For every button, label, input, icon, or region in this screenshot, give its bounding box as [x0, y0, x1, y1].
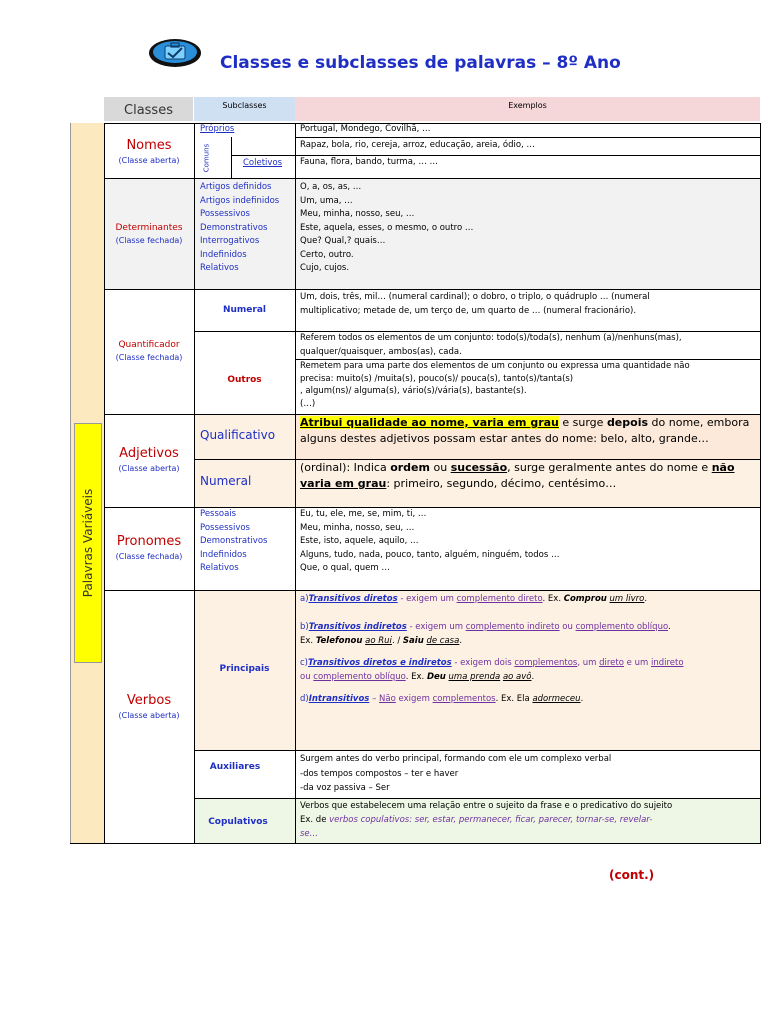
continued-label: (cont.): [609, 868, 655, 882]
example-text: Ex. de: [300, 815, 330, 825]
example-term: Saiu: [402, 635, 424, 646]
example-text: . Ex.: [542, 594, 564, 604]
auxiliares-examples: [300, 752, 611, 796]
example-text: . /: [391, 635, 403, 646]
example-text: .: [644, 594, 648, 604]
example-d: [300, 693, 758, 707]
example-line: Que, o qual, quem …: [300, 563, 390, 573]
example-text: Ex.: [300, 635, 316, 646]
example-line: Alguns, tudo, nada, pouco, tanto, alguém, ninguém, todos …: [300, 549, 560, 560]
example-term: Atribui qualidade ao nome, varia em grau: [300, 416, 559, 429]
class-name: Pronomes: [116, 534, 182, 549]
outros-examples-2: [300, 360, 690, 410]
example-term: complemento oblíquo: [575, 622, 669, 632]
example-text: .: [459, 635, 463, 646]
example-text: –: [369, 694, 380, 704]
determinantes-examples: [300, 181, 473, 276]
header-subclasses: Subclasses: [194, 97, 295, 121]
principais-examples: [300, 593, 758, 707]
example-line: Este, isto, aquele, aquilo, …: [300, 536, 419, 546]
sub-item: Indefinidos: [200, 549, 247, 560]
example-term: depois: [606, 416, 649, 429]
class-note: (Classe aberta): [118, 711, 180, 720]
example-text: - exigem um: [406, 622, 466, 632]
example-text: e um: [623, 658, 651, 668]
example-term: c): [300, 658, 308, 668]
ex-comuns: Rapaz, bola, rio, cereja, arroz, educação, areia, ódio, …: [300, 140, 535, 150]
header-examples: Exemplos: [295, 97, 760, 121]
class-determinantes: [104, 223, 194, 245]
example-term: Transitivos indiretos: [308, 622, 407, 632]
class-name: Determinantes: [115, 223, 183, 233]
example-term: complemento oblíquo: [313, 671, 406, 682]
example-line: Remetem para uma parte dos elementos de um conjunto ou expressa uma quantidade não: [300, 361, 690, 371]
example-term: complemento indireto: [465, 622, 560, 632]
class-name: Adjetivos: [119, 446, 179, 461]
example-text: .: [531, 671, 535, 682]
class-name: Quantificador: [118, 340, 180, 350]
example-text: . Ex.: [405, 671, 427, 682]
example-line: Certo, outro.: [300, 249, 354, 260]
example-term: Transitivos diretos e indiretos: [308, 658, 452, 668]
sub-auxiliares: Auxiliares: [209, 762, 261, 772]
example-line: -da voz passiva – Ser: [300, 783, 390, 793]
pronomes-subclasses: [200, 508, 267, 576]
example-line: Eu, tu, ele, me, se, mim, ti, …: [300, 509, 427, 519]
example-text: .: [580, 694, 584, 704]
example-term: Deu: [426, 671, 446, 682]
class-name: Nomes: [126, 138, 172, 153]
qualificativo-example: [300, 415, 758, 447]
example-text: : primeiro, segundo, décimo, centésimo…: [386, 477, 617, 490]
numeral-examples: [300, 291, 650, 318]
class-note: (Classe fechada): [115, 353, 183, 362]
example-text: , um: [577, 658, 600, 668]
sub-adj-numeral: Numeral: [200, 474, 252, 488]
ex-proprios: Portugal, Mondego, Covilhã, …: [300, 124, 431, 134]
example-line: Referem todos os elementos de um conjunto: todo(s)/toda(s), nenhum (a)/nenhuns(mas),: [300, 333, 682, 343]
example-text: .: [668, 622, 671, 632]
sub-item: Artigos definidos: [200, 182, 272, 192]
example-text: , surge geralmente antes do nome e: [507, 461, 712, 474]
sub-comuns-label: Comuns: [202, 143, 211, 173]
example-term: Não: [379, 694, 396, 704]
example-term: complemento direto: [456, 594, 543, 604]
briefcase-logo-icon: [148, 38, 202, 68]
example-term: d): [300, 694, 309, 704]
class-nomes: [104, 138, 194, 165]
example-line: -dos tempos compostos – ter e haver: [300, 768, 459, 779]
vertical-label: Palavras Variáveis: [81, 488, 95, 598]
outros-examples-1: [300, 332, 682, 359]
sub-item: Interrogativos: [200, 236, 260, 246]
sub-comuns: [201, 141, 213, 175]
example-term: Telefonou: [315, 635, 363, 646]
example-line: O, a, os, as, …: [300, 182, 362, 192]
sub-item: Relativos: [200, 263, 239, 273]
sub-item: Demonstrativos: [200, 536, 268, 546]
example-line: Meu, minha, nosso, seu, …: [300, 522, 415, 533]
determinantes-subclasses: [200, 181, 279, 276]
sub-item: Possessivos: [200, 522, 250, 533]
example-text: . Ex. Ela: [495, 694, 533, 704]
class-note: (Classe aberta): [118, 156, 180, 165]
example-text: e surge: [558, 416, 607, 429]
example-text: ou: [429, 461, 451, 474]
example-c: [300, 657, 758, 693]
example-term: Intransitivos: [308, 694, 370, 704]
example-term: Transitivos diretos: [308, 594, 398, 604]
example-text: exigem: [395, 694, 433, 704]
example-line: multiplicativo; metade de, um terço de, um quarto de … (numeral fracionário).: [300, 305, 637, 316]
example-term: não: [711, 461, 735, 474]
example-term: ordem: [390, 461, 430, 474]
sub-item: Artigos indefinidos: [200, 195, 280, 206]
example-term: varia em grau: [300, 477, 387, 490]
example-line: Cujo, cujos.: [300, 263, 350, 273]
vertical-label-box: [74, 423, 102, 663]
example-a: [300, 593, 758, 621]
sub-coletivos: Coletivos: [243, 158, 283, 168]
class-note: (Classe fechada): [115, 552, 183, 561]
adj-numeral-example: [300, 460, 758, 492]
example-term: verbos copulativos: ser, estar, permanecer, ficar, parecer, tornar-se, revelar-: [329, 815, 653, 825]
example-line: (…): [300, 398, 316, 409]
example-text: - exigem dois: [451, 658, 515, 668]
example-term: adormeceu: [532, 694, 581, 704]
example-text: (ordinal): Indica: [300, 461, 391, 474]
sub-principais: Principais: [219, 664, 270, 674]
example-term: b): [300, 622, 309, 632]
example-text: ou: [300, 671, 314, 682]
example-term: complementos: [514, 658, 578, 668]
example-term: a): [300, 594, 309, 604]
example-b: [300, 621, 758, 657]
example-line: Que? Qual,? quais…: [300, 236, 386, 246]
sub-item: Relativos: [200, 563, 239, 573]
example-line: se…: [300, 829, 319, 839]
sub-numeral: Numeral: [222, 305, 267, 315]
example-term: indireto: [650, 658, 684, 668]
header-classes: Classes: [104, 97, 193, 121]
example-text: alguns destes adjetivos possam estar antes do nome: belo, alto, grande…: [300, 432, 709, 445]
example-term: de casa: [426, 635, 460, 646]
pronomes-examples: [300, 508, 560, 576]
example-line: , algum(ns)/ alguma(s), vário(s)/vária(s), bastante(s).: [300, 386, 527, 396]
example-line: Verbos que estabelecem uma relação entre o sujeito da frase e o predicativo do sujeito: [300, 801, 673, 811]
sub-copulativos: Copulativos: [208, 817, 268, 827]
class-name: Verbos: [126, 693, 172, 708]
sub-item: Pessoais: [200, 509, 237, 519]
example-term: direto: [599, 658, 624, 668]
sub-item: Possessivos: [200, 209, 250, 219]
example-term: um livro: [609, 594, 645, 604]
page-title: Classes e subclasses de palavras – 8º Ano: [220, 53, 621, 73]
example-term: complementos: [432, 694, 496, 704]
class-quantificador: [104, 340, 194, 362]
example-line: qualquer/quaisquer, ambos(as), cada.: [300, 346, 462, 357]
sub-outros: Outros: [227, 375, 262, 385]
example-term: Comprou: [563, 594, 607, 604]
copulativos-examples: [300, 799, 758, 841]
example-line: Este, aquela, esses, o mesmo, o outro …: [300, 222, 474, 233]
sub-proprios: Próprios: [200, 124, 235, 134]
example-line: [300, 813, 758, 827]
class-adjetivos: [104, 446, 194, 473]
example-line: Surgem antes do verbo principal, formando com ele um complexo verbal: [300, 754, 612, 764]
example-term: ao avô: [502, 671, 532, 682]
ex-coletivos: Fauna, flora, bando, turma, … …: [300, 157, 439, 167]
example-line: Meu, minha, nosso, seu, …: [300, 209, 415, 219]
vertical-label-column: [70, 123, 105, 843]
class-note: (Classe aberta): [118, 464, 180, 473]
example-text: do nome, embora: [648, 416, 750, 429]
sub-item: Demonstrativos: [200, 222, 268, 233]
example-text: ou: [559, 622, 576, 632]
example-text: - exigem um: [397, 594, 457, 604]
class-pronomes: [104, 534, 194, 561]
sub-qualificativo: Qualificativo: [200, 428, 276, 442]
example-line: Um, dois, três, mil… (numeral cardinal); o dobro, o triplo, o quádruplo … (numeral: [300, 292, 650, 302]
example-term: ao Rui: [365, 635, 392, 646]
example-term: uma prenda: [448, 671, 501, 682]
class-verbos: [104, 693, 194, 720]
example-term: sucessão: [450, 461, 508, 474]
sub-item: Indefinidos: [200, 249, 247, 260]
example-line: Um, uma, …: [300, 195, 353, 206]
example-line: precisa: muito(s) /muita(s), pouco(s)/ pouca(s), tanto(s)/tanta(s): [300, 373, 574, 384]
class-note: (Classe fechada): [115, 236, 183, 245]
